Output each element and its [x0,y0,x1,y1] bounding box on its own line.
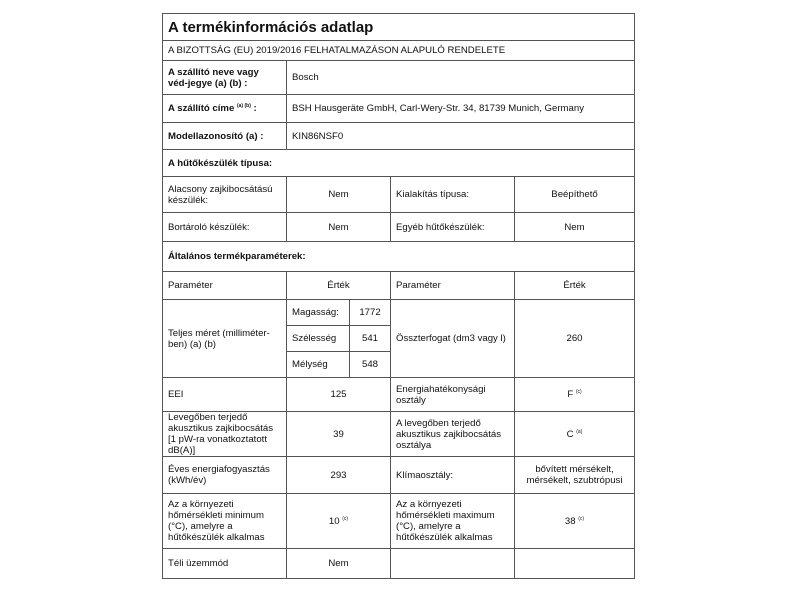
energy-class-label: Energiahatékonysági osztály [391,378,515,412]
design-type-value: Beépíthető [515,177,635,213]
low-noise-label: Alacsony zajkibocsátású készülék: [163,177,287,213]
temp-max-label: Az a környezeti hőmérsékleti maximum (°C), amelyre a hűtőkészülék alkalmas [391,494,515,549]
height-label: Magasság: [287,300,350,326]
climate-class-value: bővített mérsékelt, mérsékelt, szubtrópusi [515,457,635,494]
supplier-name-value: Bosch [287,61,635,95]
regulation-text: A BIZOTTSÁG (EU) 2019/2016 FELHATALMAZÁSON ALAPULÓ RENDELETE [163,41,635,61]
dimensions-cell [287,300,391,378]
width-value: 541 [350,326,391,352]
empty-cell [515,549,635,579]
supplier-address-label: A szállító címe $^{(a) (b)}$ : [163,95,287,123]
dimensions-table [287,300,390,377]
width-label: Szélesség [287,326,350,352]
depth-label: Mélység [287,352,350,378]
eei-label: EEI [163,378,287,412]
temp-min-value: 10 $^{(c)}$ [287,494,391,549]
total-size-label: Teljes méret (milliméter-ben) (a) (b) [163,300,287,378]
winter-mode-label: Téli üzemmód [163,549,287,579]
table-row [163,177,635,213]
annual-energy-label: Éves energiafogyasztás (kWh/év) [163,457,287,494]
dimensions-row [163,300,635,378]
wine-storage-label: Bortároló készülék: [163,213,287,242]
sheet-title: A termékinformációs adatlap [163,14,635,41]
temp-max-value: 38 $^{(c)}$ [515,494,635,549]
wine-storage-value: Nem [287,213,391,242]
supplier-address-value: BSH Hausgeräte GmbH, Carl-Wery-Str. 34, 81739 Munich, Germany [287,95,635,123]
general-params-heading: Általános termékparaméterek: [163,242,635,272]
param-header-2: Paraméter [391,272,515,300]
energy-class-value: F $^{(c)}$ [515,378,635,412]
table-row [163,412,635,457]
height-value: 1772 [350,300,391,326]
product-info-sheet [162,13,634,579]
total-volume-value: 260 [515,300,635,378]
noise-class-label: A levegőben terjedő akusztikus zajkibocsátás osztálya [391,412,515,457]
table-row [163,549,635,579]
table-row [163,457,635,494]
noise-emission-label: Levegőben terjedő akusztikus zajkibocsátás [1 pW-ra vonatkoztatott dB(A)] [163,412,287,457]
supplier-name-label: A szállító neve vagy véd-jegye (a) (b) : [163,61,287,95]
low-noise-value: Nem [287,177,391,213]
annual-energy-value: 293 [287,457,391,494]
value-header: Érték [287,272,391,300]
eei-value: 125 [287,378,391,412]
table-row [163,494,635,549]
noise-emission-value: 39 [287,412,391,457]
other-appliance-label: Egyéb hűtőkészülék: [391,213,515,242]
design-type-label: Kialakítás típusa: [391,177,515,213]
other-appliance-value: Nem [515,213,635,242]
empty-cell [391,549,515,579]
info-table [162,13,635,579]
column-header-row [163,272,635,300]
model-id-value: KIN86NSF0 [287,123,635,150]
model-id-label: Modellazonosító (a) : [163,123,287,150]
value-header-2: Érték [515,272,635,300]
param-header: Paraméter [163,272,287,300]
temp-min-label: Az a környezeti hőmérsékleti minimum (°C), amelyre a hűtőkészülék alkalmas [163,494,287,549]
depth-value: 548 [361,359,378,370]
appliance-type-heading: A hűtőkészülék típusa: [163,150,635,177]
table-row [163,213,635,242]
total-volume-label: Összterfogat (dm3 vagy l) [391,300,515,378]
noise-class-value: C $^{(a)}$ [515,412,635,457]
table-row [163,378,635,412]
winter-mode-value: Nem [287,549,391,579]
climate-class-label: Klímaosztály: [391,457,515,494]
